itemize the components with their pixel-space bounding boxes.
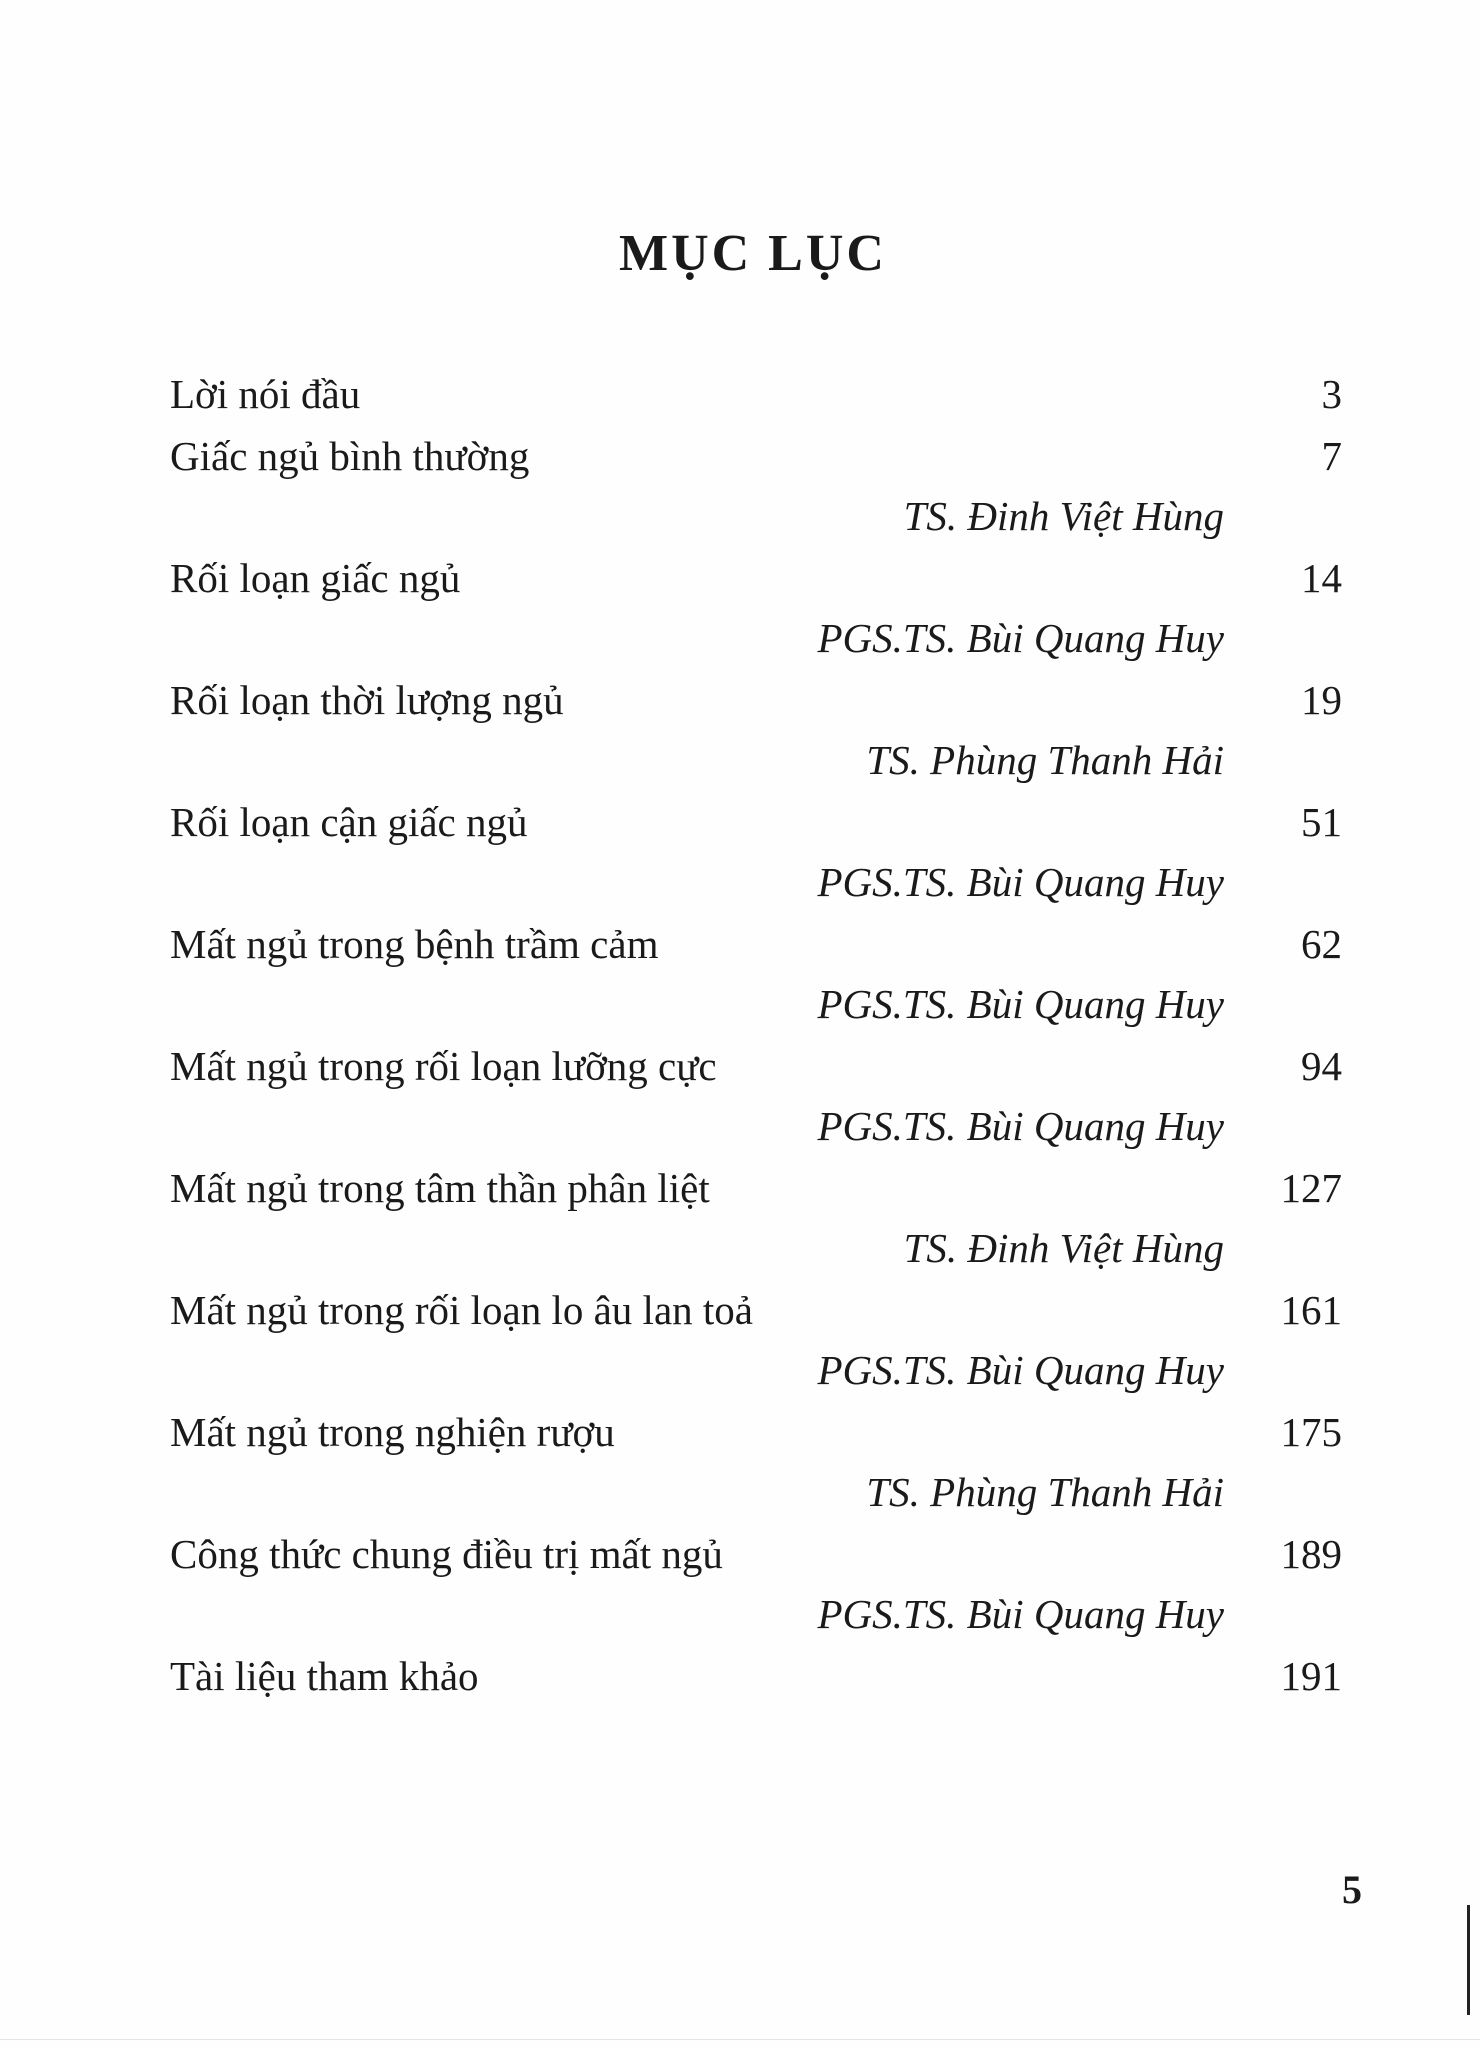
entry-page-number: 127 bbox=[1280, 1165, 1342, 1211]
entry-page-number: 51 bbox=[1301, 799, 1342, 845]
page-bottom-edge bbox=[0, 2039, 1480, 2040]
binding-edge-mark bbox=[1467, 1905, 1470, 2015]
entry-title: Mất ngủ trong nghiện rượu bbox=[170, 1409, 615, 1455]
entry-page-number: 14 bbox=[1301, 555, 1342, 601]
entry-page-number: 7 bbox=[1321, 433, 1342, 479]
toc-entry bbox=[170, 670, 1342, 790]
entry-author: TS. Phùng Thanh Hải bbox=[866, 737, 1224, 783]
entry-title: Lời nói đầu bbox=[170, 371, 361, 417]
toc-entry bbox=[170, 1646, 1342, 1706]
entry-author: PGS.TS. Bùi Quang Huy bbox=[817, 1103, 1224, 1149]
toc-entry bbox=[170, 1524, 1342, 1644]
toc-entry bbox=[170, 426, 1342, 546]
entry-title: Rối loạn cận giấc ngủ bbox=[170, 799, 528, 845]
toc-entry bbox=[170, 792, 1342, 912]
entry-title: Mất ngủ trong rối loạn lo âu lan toả bbox=[170, 1287, 753, 1333]
entry-page-number: 161 bbox=[1280, 1287, 1342, 1333]
entry-title: Giấc ngủ bình thường bbox=[170, 433, 530, 479]
toc-entry bbox=[170, 1402, 1342, 1522]
entry-author: TS. Đinh Việt Hùng bbox=[903, 493, 1224, 539]
entry-author: TS. Đinh Việt Hùng bbox=[903, 1225, 1224, 1271]
entry-page-number: 19 bbox=[1301, 677, 1342, 723]
entry-author: PGS.TS. Bùi Quang Huy bbox=[817, 859, 1224, 905]
entry-title: Công thức chung điều trị mất ngủ bbox=[170, 1531, 723, 1577]
toc-entry bbox=[170, 548, 1342, 668]
entry-page-number: 62 bbox=[1301, 921, 1342, 967]
entry-title: Mất ngủ trong bệnh trầm cảm bbox=[170, 921, 659, 967]
page-number: 5 bbox=[1342, 1867, 1362, 1912]
toc-entry bbox=[170, 1158, 1342, 1278]
toc-entry bbox=[170, 1280, 1342, 1400]
entry-page-number: 189 bbox=[1280, 1531, 1342, 1577]
entry-title: Tài liệu tham khảo bbox=[170, 1653, 479, 1699]
entry-page-number: 175 bbox=[1280, 1409, 1342, 1455]
toc-entry bbox=[170, 1036, 1342, 1156]
entry-page-number: 191 bbox=[1280, 1653, 1342, 1699]
entry-title: Mất ngủ trong rối loạn lưỡng cực bbox=[170, 1043, 717, 1089]
entry-author: TS. Phùng Thanh Hải bbox=[866, 1469, 1224, 1515]
toc-entry bbox=[170, 914, 1342, 1034]
entry-author: PGS.TS. Bùi Quang Huy bbox=[817, 1591, 1224, 1637]
entry-author: PGS.TS. Bùi Quang Huy bbox=[817, 1347, 1224, 1393]
page-title: MỤC LỤC bbox=[619, 225, 887, 282]
entry-page-number: 3 bbox=[1321, 371, 1342, 417]
entry-title: Mất ngủ trong tâm thần phân liệt bbox=[170, 1165, 710, 1211]
entry-page-number: 94 bbox=[1301, 1043, 1342, 1089]
entry-title: Rối loạn thời lượng ngủ bbox=[170, 677, 564, 723]
toc-entry bbox=[170, 364, 1342, 424]
entry-author: PGS.TS. Bùi Quang Huy bbox=[817, 615, 1224, 661]
entry-title: Rối loạn giấc ngủ bbox=[170, 555, 461, 601]
table-of-contents bbox=[170, 364, 1342, 1706]
entry-author: PGS.TS. Bùi Quang Huy bbox=[817, 981, 1224, 1027]
